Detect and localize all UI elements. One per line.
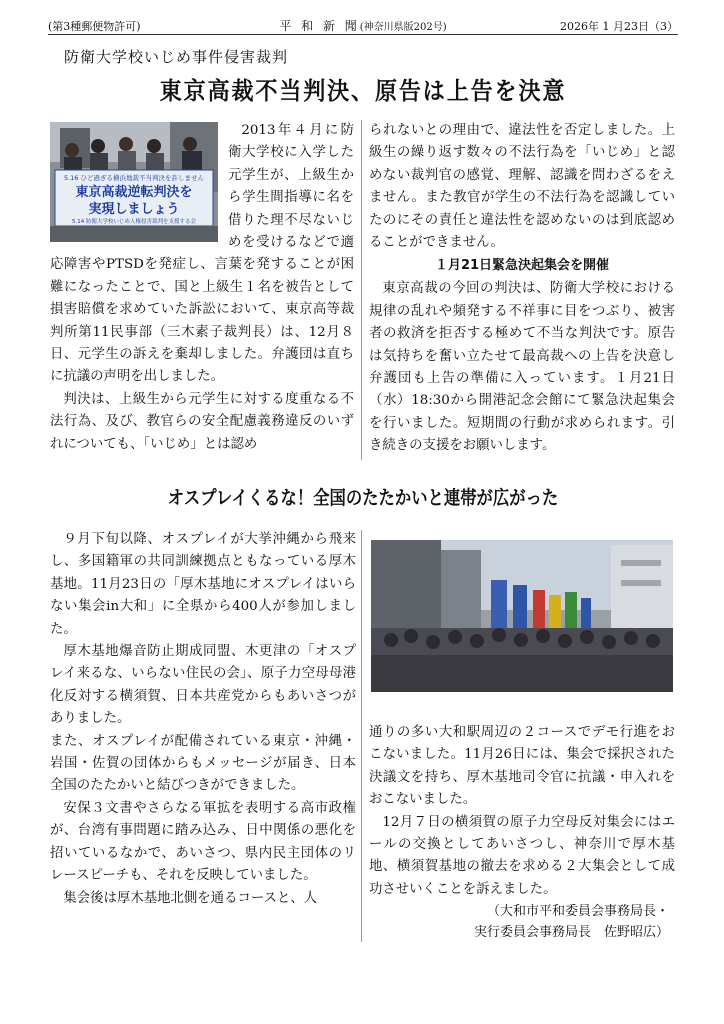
article1-column-left [50, 120, 354, 456]
rally-march-photo [50, 122, 218, 242]
author-signature [369, 901, 669, 943]
article2-paragraph-4: 安保３文書やさらなる軍拡を表明する高市政権が、台湾有事問題に踏み込み、日中関係の悪化を招いているなかで、あいさつ、県内民主団体のリレースピーチも、それを反映していました。 [50, 800, 356, 884]
issue-date: 2026年 1 月23日（3） [560, 20, 678, 33]
article1-kicker: 防衛大学校いじめ事件侵害裁判 [64, 48, 289, 66]
newspaper-name: 平 和 新 聞 [279, 19, 360, 33]
banner-line-1: 5.16 ひど過ぎる横浜地裁不当判決を許しません [63, 174, 205, 182]
article1-paragraph-2: 判決は、上級生から元学生に対する度重なる不法行為、及び、教官らの安全配慮義務違反のいずれについても、「いじめ」とは認め [50, 391, 354, 452]
rally-crowd-photo [371, 540, 673, 692]
article2-headline: オスプレイくるな！全国のたたかいと連帯が広がった [167, 487, 559, 509]
article2-paragraph-5: 集会後は厚木基地北側を通るコースと、人 [63, 890, 318, 906]
article1-column-right [369, 120, 675, 458]
article1-paragraph-3: られないとの理由で、違法性を否定しました。上級生の繰り返す数々の不法行為を「いじめ」と認めない裁判官の感覚、理解、認識を問わざるをえません。また教官が学生の不法行為を認識していたのにその責任と違法性を認めないのは到底認めることができません。 [369, 123, 675, 251]
banner-line-4: 5.14 防衛大学校いじめ人権侵害裁判を支援する会 [72, 219, 196, 225]
column-divider [361, 120, 362, 460]
article2-paragraph-6: 通りの多い大和駅周辺の２コースでデモ行進をおこないました。11月26日には、集会で採択された決議文を持ち、厚木基地司令官に抗議・申入れをおこないました。 [369, 725, 675, 808]
article2-paragraph-2: 厚木基地爆音防止期成同盟、木更津の「オスプレイ来るな、いらない住民の会」、原子力空母母港化反対する横須賀、日本共産党からもあいさつがありました。 [50, 644, 356, 727]
article2-paragraph-3: また、オスプレイが配備されている東京・沖縄・岩国・佐賀の団体からもメッセージが届き、日本全国のたたかいと結びつきができました。 [50, 733, 356, 794]
page-header [48, 16, 678, 35]
banner-line-3: 実現しましょう [88, 202, 180, 217]
article2-column-right [369, 722, 675, 943]
article1-paragraph-4: 東京高裁の今回の判決は、防衛大学校における規律の乱れや頻発する不祥事に目をつぶり、被害者の救済を拒否する極めて不当な判決です。原告は気持ちを奮い立たせて最高裁への上告を決意し弁護団も上告の準備に入っています。１月21日（水）18:30から開港記念会館にて緊急決起集会を行いました。短期間の行動が求められます。引き続きの支援をお願いします。 [369, 281, 675, 454]
article1-headline: 東京高裁不当判決、原告は上告を決意 [159, 77, 567, 105]
signature-line-2: 実行委員会事務局長 佐野昭広） [473, 925, 669, 941]
article2-paragraph-1: ９月下旬以降、オスプレイが大挙沖縄から飛来し、多国籍軍の共同訓練拠点ともなっている厚木基地。11月23日の「厚木基地にオスプレイはいらない集会in大和」に全県から400人が参加しました。 [50, 532, 356, 637]
signature-line-1: （大和市平和委員会事務局長・ [486, 904, 669, 920]
banner-line-2: 東京高裁逆転判決を [75, 185, 193, 200]
column-divider [361, 530, 362, 942]
article2-paragraph-7: 12月７日の横須賀の原子力空母反対集会にはエールの交換としてあいさつし、神奈川で厚木基地、横須賀基地の撤去を求める２大集会として成功させいくことを訴えました。 [369, 814, 675, 897]
article2-column-left [50, 529, 356, 910]
article1-subhead: １月21日緊急決起集会を開催 [434, 258, 610, 274]
edition-label: (神奈川県版202号) [359, 22, 447, 33]
postal-permit: (第3種郵便物許可) [48, 20, 141, 33]
article1-paragraph-1: 2013年４月に防衛大学校に入学した元学生が、上級生から学生間指導に名を借りた理不尽ないじめを受けるなどで適応障害やPTSDを発症し、言葉を発することが困難になったことで、国と上級生１名を被告として損害賠償を求めていた訴訟において、東京高等裁判所第11民事部（三木素子裁判長）は、12月８日、元学生の訴えを棄却しました。弁護団は直ちに抗議の声明を出しました。 [50, 123, 354, 385]
